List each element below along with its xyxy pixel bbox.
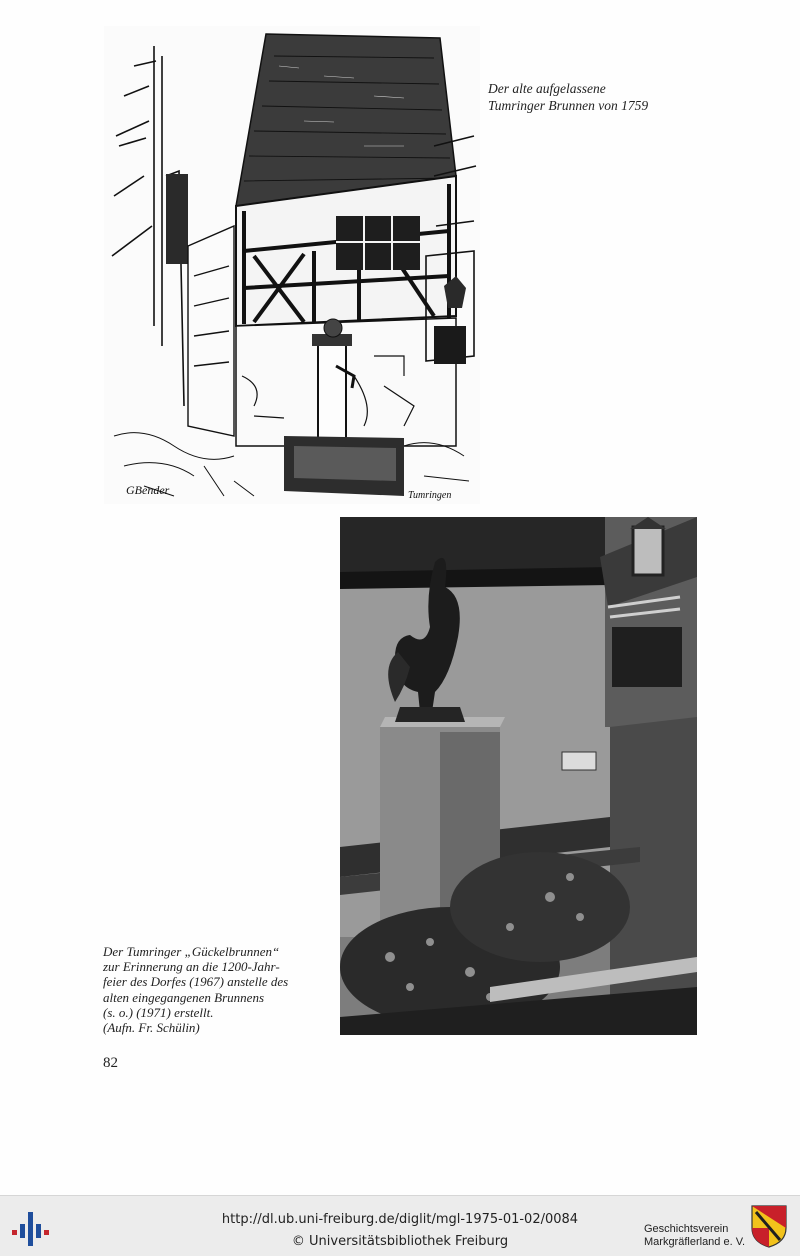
society-name	[644, 1223, 745, 1249]
bottom-caption-line-3: feier des Dorfes (1967) anstelle des	[103, 974, 289, 990]
society-name-line-2: Markgräflerland e. V.	[644, 1236, 746, 1248]
document-url-link[interactable]: http://dl.ub.uni-freiburg.de/diglit/mgl-1975-01-02/0084	[221, 1212, 579, 1227]
page-number: 82	[103, 1055, 118, 1071]
bottom-caption-line-5: (s. o.) (1971) erstellt.	[103, 1004, 214, 1020]
copyright-text: © Universitätsbibliothek Freiburg	[291, 1234, 509, 1249]
footer-bar	[0, 1195, 800, 1256]
sketch-signature: GBender	[126, 483, 170, 497]
bottom-caption-line-2: zur Erinnerung an die 1200-Jahr-	[103, 959, 280, 975]
bottom-caption-line-1: Der Tumringer „Gückelbrunnen“	[103, 944, 280, 959]
bottom-caption-line-6: (Aufn. Fr. Schülin)	[103, 1020, 200, 1036]
sketch-place-label: Tumringen	[408, 490, 452, 501]
bottom-caption	[103, 944, 335, 1035]
top-caption-line-2: Tumringer Brunnen von 1759	[488, 98, 649, 113]
rooster-fountain-photo	[340, 517, 697, 1035]
coat-of-arms-icon[interactable]	[750, 1204, 788, 1248]
society-name-line-1: Geschichtsverein	[644, 1223, 729, 1235]
top-caption	[488, 80, 728, 114]
top-caption-line-1: Der alte aufgelassene	[488, 81, 606, 96]
old-well-sketch	[104, 26, 480, 504]
bottom-caption-line-4: alten eingegangenen Brunnens	[103, 989, 265, 1005]
